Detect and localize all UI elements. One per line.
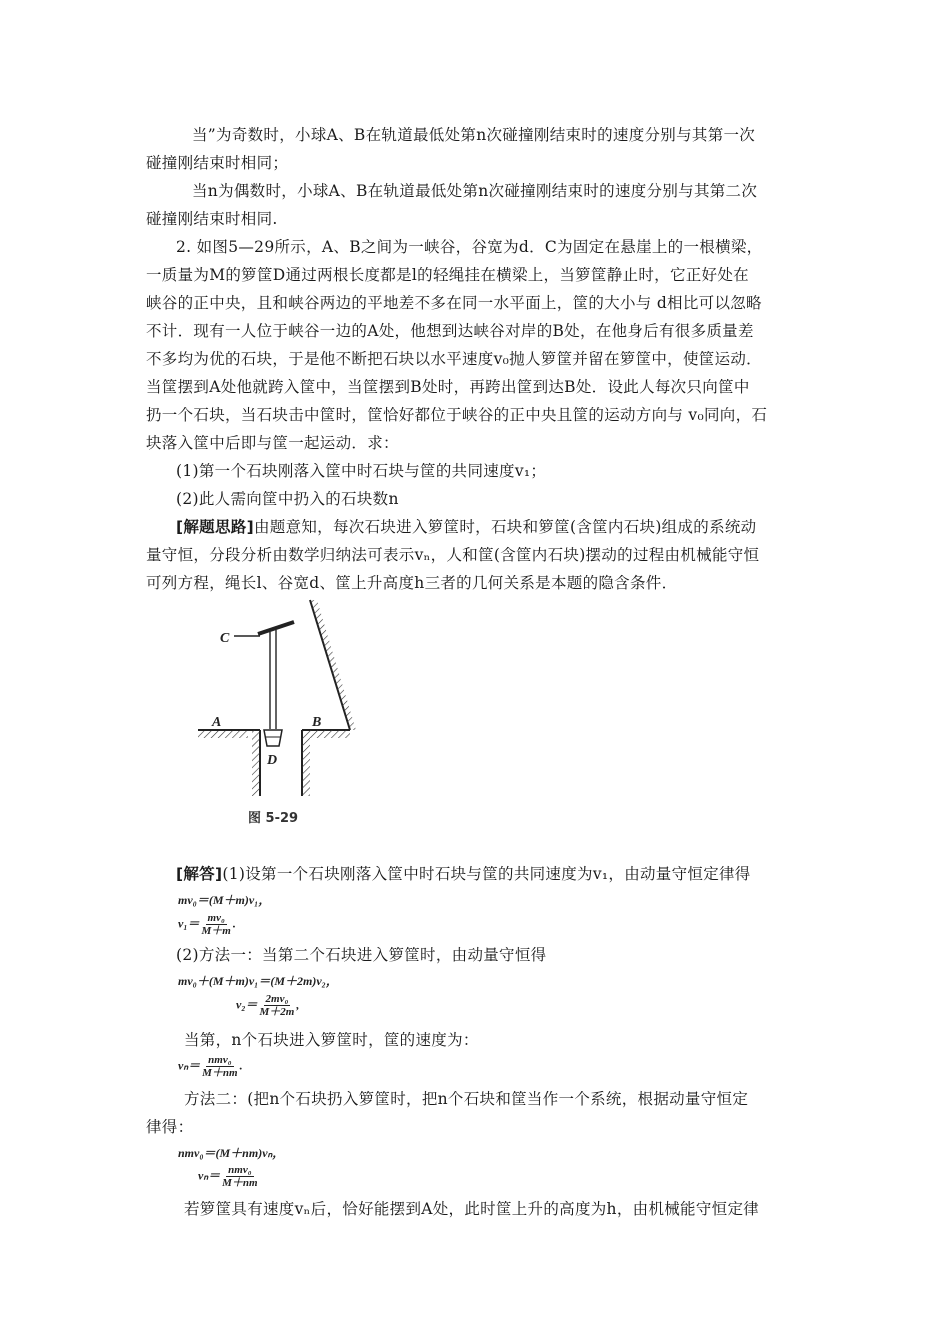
equation-7-num: nmv₀: [228, 1164, 252, 1176]
question-line6: 当筐摆到A处他就跨入筐中，当筐摆到B处时，再跨出筐到达B处．设此人每次只向筐中: [146, 378, 750, 396]
cliff: [310, 600, 356, 730]
para1-line2: 碰撞刚结束时相同；: [146, 154, 289, 172]
hint-line2: 量守恒，分段分析由数学归纳法可表示vₙ，人和筐(含筐内石块)摆动的过程由机械能守恒: [146, 546, 760, 564]
equation-2: v₁＝ $\frac{\text{mv₀}}{M+m}$ .: [178, 912, 236, 937]
answer-line2: (2)方法一：当第二个石块进入箩筐时，由动量守恒得: [176, 946, 547, 964]
para1-line1: 当”为奇数时，小球A、B在轨道最低处第n次碰撞刚结束时的速度分别与其第一次: [192, 126, 756, 144]
equation-5-lhs: vₙ＝: [178, 1058, 201, 1073]
figure-5-29: [190, 596, 370, 836]
question-line3: 峡谷的正中央，且和峡谷两边的平地差不多在同一水平面上，筐的大小与 d相比可以忽略: [146, 294, 762, 312]
question-line8: 块落入筐中后即与筐一起运动．求：: [146, 434, 399, 452]
canyon-diagram: [190, 596, 370, 836]
equation-2-frac: [200, 912, 233, 937]
question-sub1: (1)第一个石块刚落入筐中时石块与筐的共同速度v₁；: [176, 462, 547, 480]
equation-6: nmv₀＝(M＋nm)vₙ，: [178, 1146, 285, 1160]
ground-b: [302, 730, 350, 796]
figure-caption: 图 5-29: [248, 811, 299, 826]
equation-7: [198, 1164, 260, 1189]
answer-line6: 若箩筐具有速度vₙ后，恰好能摆到A处，此时筐上升的高度为h，由机械能守恒定律: [184, 1200, 760, 1218]
answer-line1: [176, 864, 751, 884]
answer-text1: (1)设第一个石块刚落入筐中时石块与筐的共同速度为v₁，由动量守恒定律得: [222, 865, 751, 883]
equation-4: v₂＝ $\frac{\text{2mv₀}}{M+2m}$ ,: [236, 993, 300, 1018]
equation-2-lhs: v₁＝: [178, 916, 200, 931]
label-b: B: [312, 715, 322, 730]
equation-2-den: M＋m: [201, 925, 231, 937]
question-line4: 不计．现有一人位于峡谷一边的A处，他想到达峡谷对岸的B处，在他身后有很多质量差: [146, 322, 754, 340]
equation-7-frac: [220, 1164, 259, 1189]
equation-4-frac: [258, 993, 297, 1018]
equation-3: mv₀＋(M＋m)v₁＝(M＋2m)v₂，: [178, 974, 338, 988]
hint-tag: [解题思路]: [176, 518, 254, 536]
label-c: C: [220, 631, 230, 646]
answer-tag: [解答]: [176, 865, 223, 883]
equation-4-num: 2mv₀: [265, 993, 289, 1005]
answer-line3: 当第，n个石块进入箩筐时，筐的速度为：: [184, 1031, 479, 1049]
equation-7-lhs: vₙ＝: [198, 1168, 221, 1183]
equation-1: mv₀＝(M＋m)v₁，: [178, 893, 271, 907]
question-line5: 不多均为优的石块，于是他不断把石块以水平速度v₀抛人箩筐并留在箩筐中，使筐运动．: [146, 350, 762, 368]
answer-line5: 律得：: [146, 1118, 194, 1136]
beam-c: [234, 622, 294, 636]
question-line1: 2. 如图5—29所示，A、B之间为一峡谷，谷宽为d．C为固定在悬崖上的一根横梁，: [176, 238, 763, 256]
equation-5-num: nmv₀: [208, 1054, 232, 1066]
equation-2-num: mv₀: [207, 912, 225, 924]
equation-7-den: M＋nm: [222, 1177, 258, 1189]
label-a: A: [212, 715, 222, 730]
question-sub2: (2)此人需向筐中扔入的石块数n: [176, 490, 399, 508]
hint-line1: [176, 517, 756, 537]
equation-5-frac: [200, 1054, 239, 1079]
question-line7: 扔一个石块，当石块击中筐时，筐恰好都位于峡谷的正中央且筐的运动方向与 v₀同向，石: [146, 406, 768, 424]
hint-text1: 由题意知，每次石块进入箩筐时，石块和箩筐(含筐内石块)组成的系统动: [253, 518, 757, 536]
equation-4-lhs: v₂＝: [236, 997, 258, 1012]
para2-line1: 当n为偶数时，小球A、B在轨道最低处第n次碰撞刚结束时的速度分别与其第二次: [192, 182, 758, 200]
ropes: [270, 630, 276, 729]
equation-5: vₙ＝ $\frac{\text{nmv₀}}{M+nm}$ .: [178, 1054, 243, 1079]
label-d: D: [267, 753, 278, 768]
basket-d: [264, 730, 282, 746]
answer-line4: 方法二：(把n个石块扔入箩筐时，把n个石块和筐当作一个系统，根据动量守恒定: [184, 1090, 749, 1108]
question-line2: 一质量为M的箩筐D通过两根长度都是l的轻绳挂在横梁上，当箩筐静止时，它正好处在: [146, 266, 749, 284]
equation-4-den: M＋2m: [259, 1006, 295, 1018]
hint-line3: 可列方程，绳长l、谷宽d、筐上升高度h三者的几何关系是本题的隐含条件．: [146, 574, 678, 592]
para2-line2: 碰撞刚结束时相同.: [146, 210, 278, 228]
equation-5-den: M＋nm: [202, 1067, 238, 1079]
ground-a: [198, 730, 260, 796]
